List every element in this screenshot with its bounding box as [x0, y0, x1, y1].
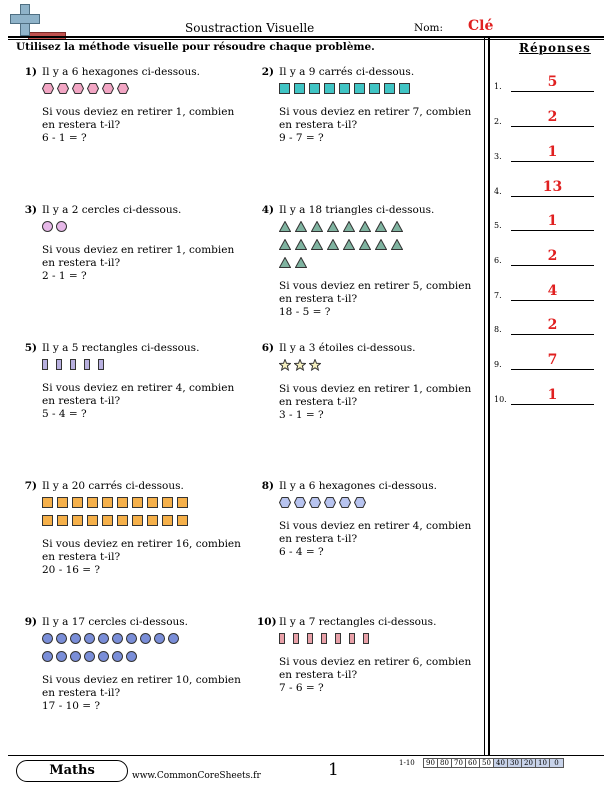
problem-number: 9): [24, 616, 37, 628]
answer-row: [494, 177, 594, 197]
square-icon: [369, 83, 380, 98]
answer-line: [511, 265, 594, 266]
page-number: 1: [328, 760, 339, 780]
hexagon-icon: [354, 497, 366, 512]
square-icon: [132, 515, 143, 530]
answers-column-divider: [484, 36, 485, 756]
square-icon: [177, 497, 188, 512]
problem-question: Si vous deviez en retirer 10, combien en restera t-il?: [42, 674, 241, 699]
problem-question: Si vous deviez en retirer 4, combien en restera t-il?: [42, 382, 235, 407]
square-icon: [384, 83, 395, 98]
answer-line: [511, 230, 594, 231]
rectangle-icon: [56, 359, 62, 374]
shape-group: [42, 497, 192, 530]
square-icon: [177, 515, 188, 530]
shape-group: [42, 83, 192, 98]
answer-value: 2: [547, 109, 558, 125]
square-icon: [324, 83, 335, 98]
square-icon: [147, 515, 158, 530]
circle-icon: [126, 633, 137, 648]
square-icon: [162, 497, 173, 512]
answer-row: [494, 246, 594, 266]
triangle-icon: [311, 239, 323, 254]
answer-line: [511, 334, 594, 335]
hexagon-icon: [324, 497, 336, 512]
problem-body: [279, 66, 479, 145]
logo-icon: [8, 4, 66, 38]
problem-question: Si vous deviez en retirer 7, combien en restera t-il?: [279, 106, 472, 131]
problem-intro: Il y a 18 triangles ci-dessous.: [279, 204, 435, 216]
circle-icon: [168, 633, 179, 648]
rectangle-icon: [335, 633, 341, 648]
star-icon: [294, 359, 306, 375]
problem-number: 10): [257, 616, 277, 628]
worksheet-title: Soustraction Visuelle: [185, 21, 315, 35]
answer-row: [494, 385, 594, 405]
answer-value: 7: [547, 352, 558, 368]
shape-group: [279, 359, 429, 375]
problem-body: [42, 480, 242, 577]
circle-icon: [112, 633, 123, 648]
shape-group: [279, 497, 429, 512]
score-cell: 80: [437, 758, 452, 768]
problem-equation: 2 - 1 = ?: [42, 270, 87, 282]
square-icon: [117, 515, 128, 530]
circle-icon: [56, 221, 67, 236]
circle-icon: [84, 651, 95, 666]
problem-number: 8): [261, 480, 274, 492]
triangle-icon: [391, 221, 403, 236]
instructions: Utilisez la méthode visuelle pour résoudre chaque problème.: [16, 41, 375, 53]
rectangle-icon: [349, 633, 355, 648]
answer-number: 8.: [494, 325, 502, 334]
header-divider: [8, 36, 604, 38]
square-icon: [294, 83, 305, 98]
problem-equation: 20 - 16 = ?: [42, 564, 101, 576]
problem-body: [42, 342, 242, 421]
footer-divider: [8, 755, 604, 756]
score-cell: 40: [493, 758, 508, 768]
answer-value: 13: [542, 179, 563, 195]
triangle-icon: [327, 221, 339, 236]
shape-group: [42, 633, 182, 666]
problem-number: 5): [24, 342, 37, 354]
score-cell: 50: [479, 758, 494, 768]
hexagon-icon: [117, 83, 129, 98]
header-divider-thin: [8, 39, 604, 40]
answer-number: 6.: [494, 256, 502, 265]
answers-title: Réponses: [519, 41, 591, 55]
problem-question: Si vous deviez en retirer 5, combien en restera t-il?: [279, 280, 472, 305]
answer-row: [494, 72, 594, 92]
circle-icon: [154, 633, 165, 648]
star-icon: [279, 359, 291, 375]
answer-value: 1: [547, 387, 558, 403]
circle-icon: [56, 633, 67, 648]
circle-icon: [42, 651, 53, 666]
triangle-icon: [279, 239, 291, 254]
square-icon: [72, 497, 83, 512]
answer-row: [494, 315, 594, 335]
subject-badge: Maths: [16, 760, 128, 782]
rectangle-icon: [84, 359, 90, 374]
answer-number: 3.: [494, 152, 502, 161]
answer-row: [494, 142, 594, 162]
problem-body: [279, 204, 479, 319]
square-icon: [102, 497, 113, 512]
shape-group: [279, 633, 447, 648]
problem-number: 7): [24, 480, 37, 492]
hexagon-icon: [339, 497, 351, 512]
shape-group: [279, 83, 429, 98]
problem-intro: Il y a 6 hexagones ci-dessous.: [279, 480, 437, 492]
score-cell: 20: [521, 758, 536, 768]
problem-intro: Il y a 17 cercles ci-dessous.: [42, 616, 189, 628]
answer-row: [494, 281, 594, 301]
circle-icon: [70, 651, 81, 666]
score-cell: 70: [451, 758, 466, 768]
answer-line: [511, 91, 594, 92]
circle-icon: [70, 633, 81, 648]
problem-body: [279, 480, 479, 559]
answer-value: 2: [547, 317, 558, 333]
answer-line: [511, 196, 594, 197]
rectangle-icon: [307, 633, 313, 648]
problem-equation: 9 - 7 = ?: [279, 132, 324, 144]
answer-value: 4: [547, 283, 558, 299]
problem-question: Si vous deviez en retirer 16, combien en restera t-il?: [42, 538, 241, 563]
answer-number: 7.: [494, 291, 502, 300]
name-label: Nom:: [414, 22, 444, 34]
problem-body: [279, 616, 479, 695]
answer-number: 10.: [494, 395, 507, 404]
triangle-icon: [375, 221, 387, 236]
score-cell: 30: [507, 758, 522, 768]
problem-equation: 6 - 4 = ?: [279, 546, 324, 558]
answer-line: [511, 300, 594, 301]
problem-number: 3): [24, 204, 37, 216]
score-cell: 60: [465, 758, 480, 768]
circle-icon: [140, 633, 151, 648]
triangle-icon: [295, 221, 307, 236]
square-icon: [57, 515, 68, 530]
hexagon-icon: [87, 83, 99, 98]
problem-equation: 5 - 4 = ?: [42, 408, 87, 420]
shape-group: [279, 221, 407, 272]
circle-icon: [42, 221, 53, 236]
square-icon: [147, 497, 158, 512]
hexagon-icon: [72, 83, 84, 98]
square-icon: [132, 497, 143, 512]
square-icon: [72, 515, 83, 530]
rectangle-icon: [98, 359, 104, 374]
problem-equation: 3 - 1 = ?: [279, 409, 324, 421]
answer-line: [511, 126, 594, 127]
problem-intro: Il y a 3 étoiles ci-dessous.: [279, 342, 416, 354]
answer-row: [494, 211, 594, 231]
answer-value: 2: [547, 248, 558, 264]
problem-body: [42, 204, 242, 283]
answer-line: [511, 161, 594, 162]
site-url: www.CommonCoreSheets.fr: [132, 771, 261, 781]
rectangle-icon: [42, 359, 48, 374]
problem-intro: Il y a 5 rectangles ci-dessous.: [42, 342, 200, 354]
triangle-icon: [343, 221, 355, 236]
square-icon: [279, 83, 290, 98]
answer-number: 2.: [494, 117, 502, 126]
square-icon: [87, 497, 98, 512]
answer-value: 1: [547, 213, 558, 229]
rectangle-icon: [279, 633, 285, 648]
square-icon: [42, 497, 53, 512]
circle-icon: [42, 633, 53, 648]
hexagon-icon: [309, 497, 321, 512]
hexagon-icon: [57, 83, 69, 98]
triangle-icon: [295, 239, 307, 254]
square-icon: [87, 515, 98, 530]
score-cell: 0: [549, 758, 564, 768]
problem-question: Si vous deviez en retirer 6, combien en restera t-il?: [279, 656, 472, 681]
problem-number: 6): [261, 342, 274, 354]
triangle-icon: [279, 257, 291, 272]
problem-body: [42, 66, 242, 145]
triangle-icon: [359, 239, 371, 254]
triangle-icon: [311, 221, 323, 236]
name-value: Clé: [468, 18, 494, 34]
score-table: [424, 758, 564, 768]
problem-question: Si vous deviez en retirer 1, combien en restera t-il?: [42, 106, 235, 131]
star-icon: [309, 359, 321, 375]
answer-row: [494, 107, 594, 127]
problem-intro: Il y a 2 cercles ci-dessous.: [42, 204, 182, 216]
circle-icon: [112, 651, 123, 666]
rectangle-icon: [321, 633, 327, 648]
circle-icon: [98, 633, 109, 648]
score-cell: 10: [535, 758, 550, 768]
answer-line: [511, 404, 594, 405]
problem-intro: Il y a 6 hexagones ci-dessous.: [42, 66, 200, 78]
problem-intro: Il y a 20 carrés ci-dessous.: [42, 480, 184, 492]
answer-number: 4.: [494, 187, 502, 196]
problem-number: 1): [24, 66, 37, 78]
problem-question: Si vous deviez en retirer 1, combien en restera t-il?: [279, 383, 472, 408]
answer-value: 1: [547, 144, 558, 160]
hexagon-icon: [294, 497, 306, 512]
circle-icon: [126, 651, 137, 666]
problem-intro: Il y a 9 carrés ci-dessous.: [279, 66, 415, 78]
square-icon: [354, 83, 365, 98]
answer-row: [494, 350, 594, 370]
problem-body: [279, 342, 479, 422]
problem-number: 4): [261, 204, 274, 216]
square-icon: [162, 515, 173, 530]
hexagon-icon: [102, 83, 114, 98]
circle-icon: [98, 651, 109, 666]
square-icon: [339, 83, 350, 98]
answer-number: 5.: [494, 221, 502, 230]
shape-group: [42, 359, 210, 374]
problem-equation: 18 - 5 = ?: [279, 306, 331, 318]
square-icon: [57, 497, 68, 512]
answers-column-divider-thick: [488, 36, 490, 756]
hexagon-icon: [42, 83, 54, 98]
shape-group: [42, 221, 182, 236]
triangle-icon: [327, 239, 339, 254]
triangle-icon: [343, 239, 355, 254]
answer-value: 5: [547, 74, 558, 90]
problem-body: [42, 616, 242, 713]
answer-number: 9.: [494, 360, 502, 369]
problem-equation: 6 - 1 = ?: [42, 132, 87, 144]
rectangle-icon: [70, 359, 76, 374]
problem-question: Si vous deviez en retirer 1, combien en restera t-il?: [42, 244, 235, 269]
problem-equation: 17 - 10 = ?: [42, 700, 101, 712]
triangle-icon: [295, 257, 307, 272]
square-icon: [102, 515, 113, 530]
rectangle-icon: [293, 633, 299, 648]
triangle-icon: [279, 221, 291, 236]
triangle-icon: [391, 239, 403, 254]
answer-line: [511, 369, 594, 370]
square-icon: [117, 497, 128, 512]
problem-equation: 7 - 6 = ?: [279, 682, 324, 694]
problem-number: 2): [261, 66, 274, 78]
square-icon: [399, 83, 410, 98]
hexagon-icon: [279, 497, 291, 512]
triangle-icon: [375, 239, 387, 254]
score-range: 1-10: [399, 759, 415, 767]
problem-question: Si vous deviez en retirer 4, combien en restera t-il?: [279, 520, 472, 545]
answer-number: 1.: [494, 82, 502, 91]
circle-icon: [84, 633, 95, 648]
triangle-icon: [359, 221, 371, 236]
problem-intro: Il y a 7 rectangles ci-dessous.: [279, 616, 437, 628]
square-icon: [42, 515, 53, 530]
rectangle-icon: [363, 633, 369, 648]
circle-icon: [56, 651, 67, 666]
score-cell: 90: [423, 758, 438, 768]
square-icon: [309, 83, 320, 98]
